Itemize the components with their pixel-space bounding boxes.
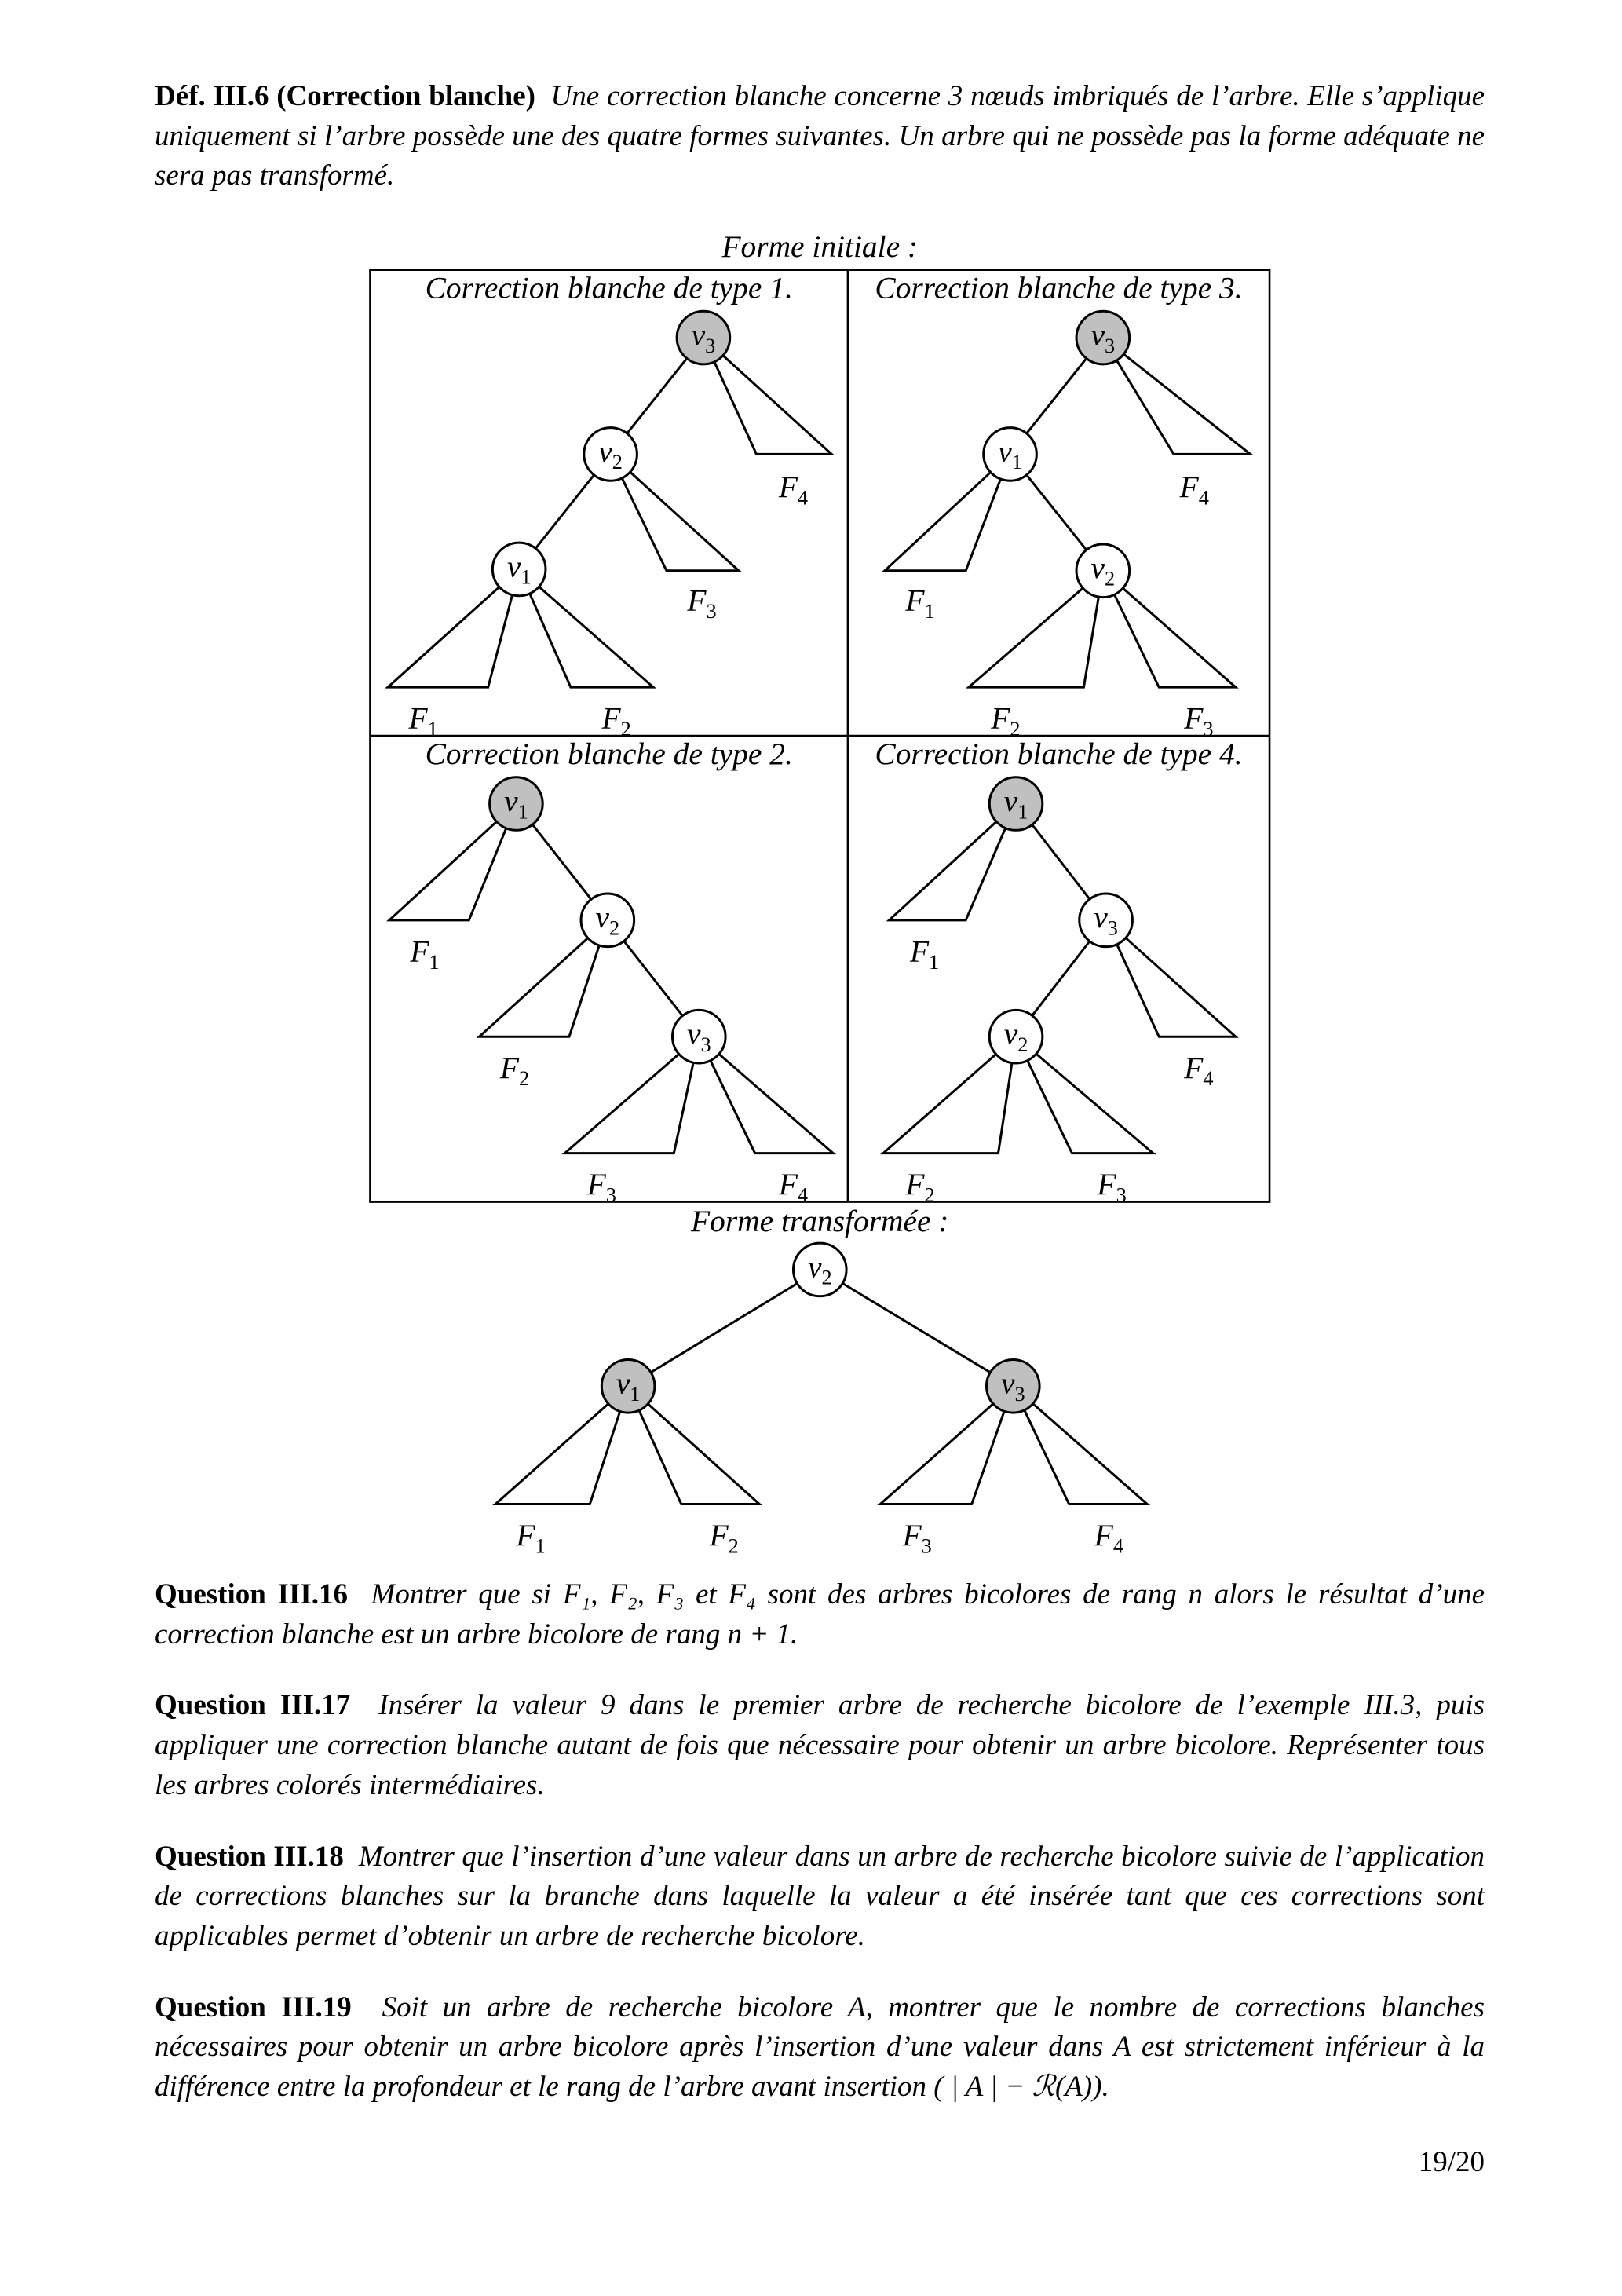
subtree-label-f3: $F_3$ [1097, 1167, 1127, 1207]
subtree-triangle [711, 1054, 833, 1153]
subtree-label-f3: $F_3$ [687, 583, 717, 623]
node-label-v3: $v_3$ [1000, 1366, 1025, 1406]
question-text: Montrer que si F₁, F₂, F₃ et F₄ sont des arbres bicolores de rang n alors le résultat d’une correction blanche est un arbre bicolore de rang n + 1. [155, 1578, 1485, 1651]
subtree-label-f2: $F_2$ [905, 1167, 935, 1207]
panel-title: Correction blanche de type 4. [875, 736, 1243, 771]
questions-section [155, 1575, 1485, 2139]
tree-edge [1032, 941, 1090, 1016]
definition-text: Une correction blanche concerne 3 nœuds imbriqués de l’arbre. Elle s’applique uniquement si l’arbre possède une des quatre formes suivantes. Un arbre qui ne possède pas la forme adéquate ne sera pas transformé. [155, 80, 1485, 192]
subtree-triangle [1028, 1054, 1153, 1153]
subtree-triangle [1117, 938, 1236, 1036]
node-label-v1: $v_1$ [1003, 783, 1028, 824]
question-text: Soit un arbre de recherche bicolore A, montrer que le nombre de corrections blanches nécessaires pour obtenir un arbre bicolore après l’insertion d’une valeur dans A est strictement inférieur à la différence entre la profondeur et le rang de l’arbre avant insertion ( | A | − ℛ(A)). [155, 1991, 1485, 2104]
node-label-v2: $v_2$ [598, 433, 623, 474]
question-label: Question III.19 [155, 1991, 352, 2024]
transformed-form-label: Forme transformée : [691, 1204, 949, 1239]
tree-edge [1027, 358, 1087, 433]
subtree-label-f1: $F_1$ [408, 700, 438, 741]
panel-title: Correction blanche de type 3. [875, 270, 1243, 305]
question-iii-17 [155, 1686, 1485, 1805]
subtree-label-f1: $F_1$ [516, 1518, 546, 1558]
tree-edge [535, 475, 594, 549]
subtree-label-f4: $F_4$ [1184, 1050, 1214, 1091]
node-label-v2: $v_2$ [1090, 550, 1116, 590]
subtree-label-f2: $F_2$ [709, 1518, 739, 1558]
question-text: Montrer que l’insertion d’une valeur dans un arbre de recherche bicolore suivie de l’application de corrections blanches sur la branche dans laquelle la valeur a été insérée tant que ces corrections sont applicables permet d’obtenir un arbre de recherche bicolore. [155, 1840, 1485, 1952]
subtree-label-f2: $F_2$ [499, 1050, 530, 1091]
tree-edge [624, 941, 683, 1015]
tree-edge [532, 824, 591, 899]
question-label: Question III.17 [155, 1689, 351, 1722]
panel-title: Correction blanche de type 1. [425, 270, 793, 305]
subtree-triangle [564, 1054, 693, 1153]
subtree-label-f1: $F_1$ [905, 583, 935, 623]
subtree-triangle [890, 821, 1006, 919]
subtree-label-f4: $F_4$ [1094, 1518, 1123, 1558]
tree-edge [627, 358, 687, 433]
question-iii-16 [155, 1575, 1485, 1654]
question-text: Insérer la valeur 9 dans le premier arbre de recherche bicolore de l’exemple III.3, puis appliquer une correction blanche autant de fois que nécessaire pour obtenir un arbre bicolore. Représenter tous les arbres colorés intermédiaires. [155, 1689, 1485, 1801]
tree-edge [651, 1283, 797, 1372]
subtree-triangle [1116, 354, 1250, 454]
subtree-triangle [969, 588, 1098, 687]
node-label-v2: $v_2$ [595, 900, 620, 940]
tree-edge [842, 1283, 990, 1372]
panel-title: Correction blanche de type 2. [425, 736, 793, 771]
node-label-v1: $v_1$ [506, 549, 532, 589]
node-label-v1: $v_1$ [998, 433, 1022, 474]
tree-edge [1032, 824, 1090, 899]
node-label-v2: $v_2$ [1003, 1016, 1028, 1056]
node-label-v1: $v_1$ [504, 783, 528, 824]
tree-edge [1027, 475, 1087, 550]
subtree-label-f2: $F_2$ [601, 700, 631, 741]
question-iii-19 [155, 1988, 1485, 2108]
subtree-triangle [880, 1404, 1004, 1504]
subtree-label-f4: $F_4$ [778, 469, 809, 510]
subtree-triangle [388, 587, 513, 687]
node-label-v3: $v_3$ [1090, 317, 1116, 357]
node-label-v2: $v_2$ [807, 1249, 832, 1289]
subtree-label-f3: $F_3$ [586, 1167, 616, 1207]
subtree-label-f1: $F_1$ [410, 934, 440, 974]
question-label: Question III.18 [155, 1840, 344, 1873]
subtree-triangle [495, 1404, 620, 1504]
subtree-label-f4: $F_4$ [1179, 469, 1209, 510]
question-iii-18 [155, 1837, 1485, 1957]
definition-title: Déf. III.6 (Correction blanche) [155, 80, 535, 112]
subtree-triangle [883, 1055, 1012, 1153]
subtree-triangle [479, 938, 599, 1037]
subtree-triangle [639, 1404, 759, 1504]
node-label-v3: $v_3$ [691, 317, 716, 357]
page-number: 19/20 [1418, 2146, 1485, 2178]
subtree-triangle [885, 472, 1001, 570]
subtree-triangle [1025, 1404, 1147, 1504]
node-label-v1: $v_1$ [616, 1366, 641, 1406]
node-label-v3: $v_3$ [686, 1016, 711, 1056]
node-label-v3: $v_3$ [1094, 900, 1118, 940]
question-label: Question III.16 [155, 1578, 349, 1610]
subtree-label-f3: $F_3$ [902, 1518, 932, 1558]
subtree-triangle [622, 472, 739, 571]
subtree-triangle [1114, 588, 1235, 687]
initial-form-label: Forme initiale : [721, 229, 919, 264]
subtree-label-f3: $F_3$ [1184, 700, 1214, 741]
subtree-triangle [714, 356, 831, 455]
subtree-label-f4: $F_4$ [778, 1167, 809, 1207]
subtree-triangle [530, 587, 653, 687]
subtree-triangle [389, 821, 506, 919]
subtree-label-f2: $F_2$ [991, 700, 1021, 741]
subtree-label-f1: $F_1$ [909, 934, 940, 974]
